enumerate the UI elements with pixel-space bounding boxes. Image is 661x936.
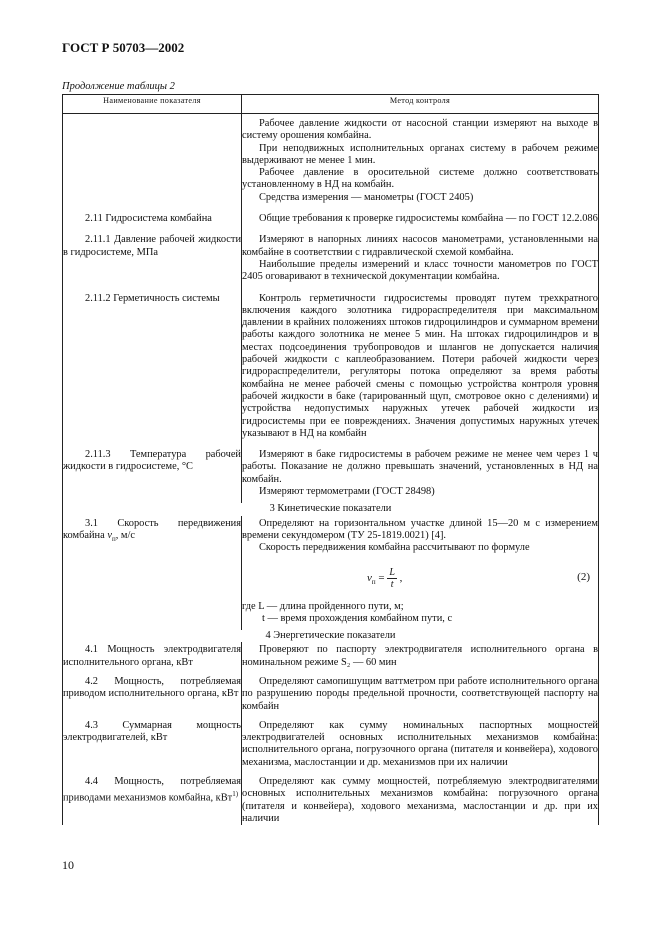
method-paragraph: Наибольшие пределы измерений и класс точности манометров по ГОСТ 2405 оговаривают в технической документации комбайна.	[242, 258, 598, 283]
section-heading-energy: 4 Энергетические показатели	[63, 630, 599, 642]
table-row	[63, 289, 599, 446]
method-paragraph: Определяют на горизонтальном участке длиной 15—20 м с измерением времени секундомером (ТУ 25-1819.0021) [4].	[242, 517, 598, 541]
table-continuation-caption: Продолжение таблицы 2	[62, 81, 175, 92]
velocity-formula: $v_п$ = $\frac{L}{t}$ , (2)	[367, 566, 590, 590]
table-row	[63, 445, 599, 503]
method-paragraph: Определяют как сумму мощностей, потребляемую электродвигателями основных исполнительных механизмов комбайна: погрузочного органа (питателя и конвейера), ходового механизма, маслостанции и др. при их наличии	[242, 776, 598, 824]
formula-legend-l: где L — длина пройденного пути, м;	[242, 600, 404, 612]
indicator-label: 2.11.3 Температура рабочей жидкости в гидросистеме, °С	[63, 449, 241, 473]
table-row	[63, 718, 599, 774]
indicator-label: 2.11.2 Герметичность системы	[85, 292, 220, 304]
indicator-label: 2.11.1 Давление рабочей жидкости в гидросистеме, МПа	[63, 234, 241, 258]
method-paragraph: Скорость передвижения комбайна рассчитывают по формуле	[259, 542, 530, 554]
indicator-label: 4.2 Мощность, потребляемая приводом исполнительного органа, кВт	[63, 675, 241, 700]
indicator-label: 2.11 Гидросистема комбайна	[85, 213, 212, 225]
table-row	[63, 516, 599, 630]
method-paragraph: Измеряют термометрами (ГОСТ 28498)	[259, 486, 435, 498]
formula-legend-t: t — время прохождения комбайном пути, с	[262, 612, 453, 624]
indicators-table	[62, 94, 599, 825]
table-row	[63, 230, 599, 288]
method-paragraph: Определяют как сумму номинальных паспортных мощностей электродвигателей основных исполнительных механизмов комбайна: исполнительного органа, погрузочного органа (питателя и конвейера), ходового механизма, маслостанции и др. механизмов при их наличии	[242, 719, 598, 768]
page-number: 10	[62, 858, 74, 872]
indicator-label: 4.1 Мощность электродвигателя исполнительного органа, кВт	[63, 644, 241, 668]
column-header-indicator: Наименование показателя	[63, 95, 242, 114]
method-paragraph: Рабочее давление жидкости от насосной станции измеряют на выходе в систему орошения комбайна.	[242, 118, 598, 142]
indicator-label: 4.4 Мощность, потребляемая приводами механизмов комбайна, кВт$^{1)}$	[63, 776, 241, 804]
section-heading-kinetic: 3 Кинетические показатели	[63, 503, 599, 515]
column-header-method: Метод контроля	[242, 95, 599, 114]
method-paragraph: Измеряют в баке гидросистемы в рабочем режиме не менее чем через 1 ч работы. Показание не должно превышать значений, установленных в НД на комбайн.	[242, 449, 598, 485]
indicator-label: 3.1 Скорость передвижения комбайна $v_п$, м/с	[63, 517, 241, 543]
table-row	[63, 114, 599, 210]
formula-number: (2)	[577, 570, 590, 583]
table-row	[63, 774, 599, 825]
method-paragraph: Проверяют по паспорту электродвигателя исполнительного органа в номинальном режиме S₂ — 60 мин	[242, 644, 598, 668]
method-paragraph: Средства измерения — манометры (ГОСТ 2405)	[259, 191, 474, 203]
table-row	[63, 209, 599, 230]
method-paragraph: Общие требования к проверке гидросистемы комбайна — по ГОСТ 12.2.086	[259, 213, 598, 225]
indicator-label: 4.3 Суммарная мощность электродвигателей, кВт	[63, 719, 241, 744]
table-row	[63, 674, 599, 718]
method-paragraph: При неподвижных исполнительных органах систему в рабочем режиме выдерживают не менее 1 мин.	[242, 142, 598, 166]
method-paragraph: Рабочее давление в оросительной системе должно соответствовать установленному в НД на комбайн.	[242, 167, 598, 191]
method-paragraph: Определяют самопишущим ваттметром при работе исполнительного органа по разрушению породы предельной прочности, соответствующей паспорту на комбайн	[242, 675, 598, 712]
table-row	[63, 642, 599, 674]
method-paragraph: Контроль герметичности гидросистемы проводят путем трехкратного включения каждого золотника гидрораспределителя при максимальном давлении в крайних положениях штоков гидроцилиндров и суммарном времени работы каждого золотника не менее 5 мин. На штоках гидроцилиндров и в местах подсоединения трубопроводов и шлангов не допускается наличия рабочей жидкости с каплеобразованием. Потери рабочей жидкости через гидрораспределители, регуляторы потока определяют за время работы комбайна не менее рабочей смены с помощью устройства контроля уровня рабочей жидкости в баке (тарированный щуп, смотровое окно с делениями) и устройства недопустимых наружных утечек рабочей жидкости из гидросистемы при ее повреждениях. Значения допустимых наружных утечек указывают в НД на комбайн	[242, 292, 598, 439]
document-title: ГОСТ Р 50703—2002	[62, 40, 185, 55]
method-paragraph: Измеряют в напорных линиях насосов манометрами, установленными на комбайне в соответствии с гидравлической схемой комбайна.	[242, 234, 598, 258]
